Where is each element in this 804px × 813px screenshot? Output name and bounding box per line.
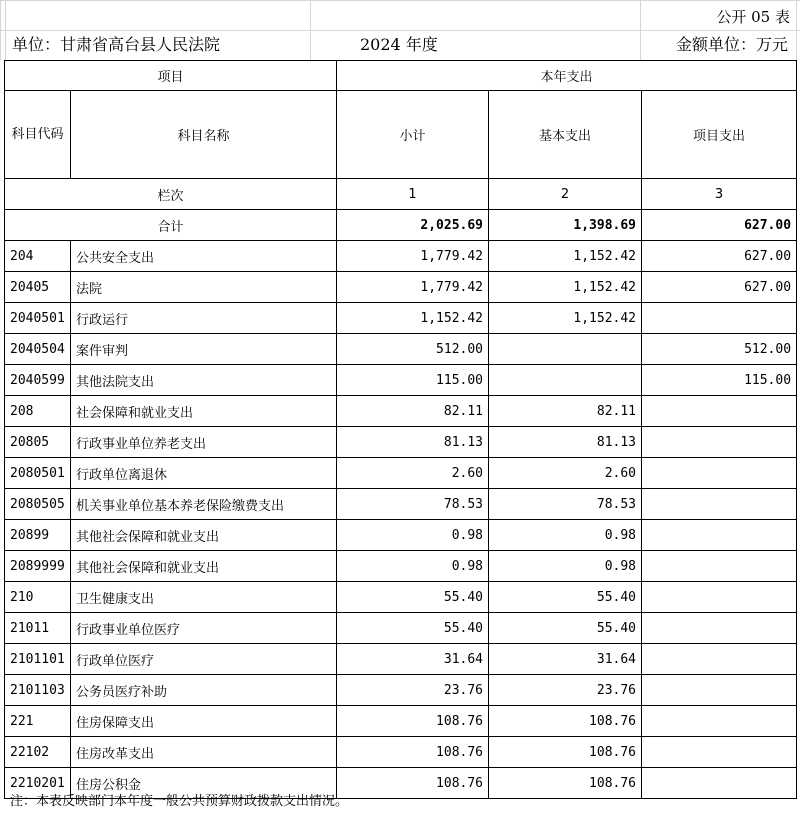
total-project: 627.00: [642, 210, 797, 241]
row-basic: 108.76: [489, 706, 642, 737]
row-subtotal: 2.60: [337, 458, 489, 489]
row-project: [642, 458, 797, 489]
row-subtotal: 115.00: [337, 365, 489, 396]
row-name: 行政事业单位养老支出: [71, 427, 337, 458]
row-basic: [489, 365, 642, 396]
table-row: [5, 272, 797, 303]
header-row-2: [5, 91, 797, 179]
row-basic: 1,152.42: [489, 241, 642, 272]
seq-row: [5, 179, 797, 210]
table-row: [5, 489, 797, 520]
row-code: 204: [5, 241, 71, 272]
footnote: 注：本表反映部门本年度一般公共预算财政拨款支出情况。: [10, 794, 349, 809]
row-code: 210: [5, 582, 71, 613]
row-project: [642, 675, 797, 706]
row-code: 2210201: [5, 768, 71, 799]
header-name: 科目名称: [71, 91, 337, 179]
row-project: [642, 396, 797, 427]
row-basic: 108.76: [489, 768, 642, 799]
row-project: [642, 582, 797, 613]
row-basic: 0.98: [489, 551, 642, 582]
row-subtotal: 108.76: [337, 768, 489, 799]
row-name: 行政单位医疗: [71, 644, 337, 675]
row-basic: 81.13: [489, 427, 642, 458]
table-row: [5, 706, 797, 737]
table-row: [5, 613, 797, 644]
row-project: [642, 613, 797, 644]
row-code: 2080505: [5, 489, 71, 520]
row-subtotal: 0.98: [337, 520, 489, 551]
table-row: [5, 241, 797, 272]
row-code: 21011: [5, 613, 71, 644]
row-basic: 55.40: [489, 613, 642, 644]
row-project: 512.00: [642, 334, 797, 365]
row-subtotal: 1,779.42: [337, 272, 489, 303]
row-subtotal: 82.11: [337, 396, 489, 427]
row-code: 20405: [5, 272, 71, 303]
row-name: 住房保障支出: [71, 706, 337, 737]
table-row: [5, 737, 797, 768]
row-name: 卫生健康支出: [71, 582, 337, 613]
row-basic: 1,152.42: [489, 303, 642, 334]
row-subtotal: 1,152.42: [337, 303, 489, 334]
row-basic: 31.64: [489, 644, 642, 675]
table-row: [5, 427, 797, 458]
row-basic: 108.76: [489, 737, 642, 768]
row-project: [642, 768, 797, 799]
row-code: 221: [5, 706, 71, 737]
seq-label: 栏次: [5, 179, 337, 210]
row-subtotal: 81.13: [337, 427, 489, 458]
row-subtotal: 55.40: [337, 582, 489, 613]
table-row: [5, 582, 797, 613]
expenditure-table: [4, 60, 797, 799]
row-name: 机关事业单位基本养老保险缴费支出: [71, 489, 337, 520]
row-name: 公共安全支出: [71, 241, 337, 272]
row-basic: 1,152.42: [489, 272, 642, 303]
row-project: [642, 644, 797, 675]
row-name: 其他社会保障和就业支出: [71, 520, 337, 551]
total-subtotal: 2,025.69: [337, 210, 489, 241]
total-label: 合计: [5, 210, 337, 241]
header-current-year: 本年支出: [337, 61, 797, 91]
row-name: 行政运行: [71, 303, 337, 334]
row-basic: 55.40: [489, 582, 642, 613]
seq-1: 1: [337, 179, 489, 210]
header-basic: 基本支出: [489, 91, 642, 179]
total-row: [5, 210, 797, 241]
row-code: 22102: [5, 737, 71, 768]
header-item: 项目: [5, 61, 337, 91]
row-subtotal: 31.64: [337, 644, 489, 675]
table-row: [5, 303, 797, 334]
row-basic: 23.76: [489, 675, 642, 706]
row-name: 其他社会保障和就业支出: [71, 551, 337, 582]
row-subtotal: 512.00: [337, 334, 489, 365]
row-code: 2040504: [5, 334, 71, 365]
row-project: [642, 706, 797, 737]
header-row-1: [5, 61, 797, 91]
row-basic: 78.53: [489, 489, 642, 520]
row-subtotal: 78.53: [337, 489, 489, 520]
row-subtotal: 1,779.42: [337, 241, 489, 272]
row-name: 法院: [71, 272, 337, 303]
report-year: 2024 年度: [360, 35, 438, 54]
row-subtotal: 108.76: [337, 706, 489, 737]
row-project: [642, 303, 797, 334]
row-code: 20899: [5, 520, 71, 551]
row-name: 社会保障和就业支出: [71, 396, 337, 427]
form-number: 公开 05 表: [716, 8, 790, 26]
row-code: 2080501: [5, 458, 71, 489]
row-name: 其他法院支出: [71, 365, 337, 396]
row-project: 627.00: [642, 272, 797, 303]
row-name: 公务员医疗补助: [71, 675, 337, 706]
row-project: [642, 551, 797, 582]
row-project: [642, 737, 797, 768]
table-row: [5, 520, 797, 551]
row-code: 2101101: [5, 644, 71, 675]
row-project: [642, 427, 797, 458]
table-row: [5, 365, 797, 396]
row-project: [642, 489, 797, 520]
row-code: 208: [5, 396, 71, 427]
row-code: 2040501: [5, 303, 71, 334]
table-row: [5, 458, 797, 489]
table-row: [5, 551, 797, 582]
seq-3: 3: [642, 179, 797, 210]
row-subtotal: 23.76: [337, 675, 489, 706]
row-project: [642, 520, 797, 551]
row-basic: 0.98: [489, 520, 642, 551]
table-row: [5, 644, 797, 675]
row-subtotal: 55.40: [337, 613, 489, 644]
header-subtotal: 小计: [337, 91, 489, 179]
header-code: 科目代码: [5, 91, 71, 179]
row-code: 2040599: [5, 365, 71, 396]
row-subtotal: 108.76: [337, 737, 489, 768]
row-basic: 82.11: [489, 396, 642, 427]
row-code: 2089999: [5, 551, 71, 582]
seq-2: 2: [489, 179, 642, 210]
row-project: 627.00: [642, 241, 797, 272]
row-code: 20805: [5, 427, 71, 458]
row-name: 案件审判: [71, 334, 337, 365]
row-basic: [489, 334, 642, 365]
row-name: 住房公积金: [71, 768, 337, 799]
table-row: [5, 396, 797, 427]
row-project: 115.00: [642, 365, 797, 396]
total-basic: 1,398.69: [489, 210, 642, 241]
table-row: [5, 334, 797, 365]
money-unit: 金额单位：万元: [675, 35, 788, 54]
unit-name: 单位：甘肃省高台县人民法院: [12, 35, 221, 54]
row-name: 住房改革支出: [71, 737, 337, 768]
row-name: 行政单位离退休: [71, 458, 337, 489]
row-code: 2101103: [5, 675, 71, 706]
row-basic: 2.60: [489, 458, 642, 489]
table-row: [5, 675, 797, 706]
header-project: 项目支出: [642, 91, 797, 179]
row-subtotal: 0.98: [337, 551, 489, 582]
row-name: 行政事业单位医疗: [71, 613, 337, 644]
